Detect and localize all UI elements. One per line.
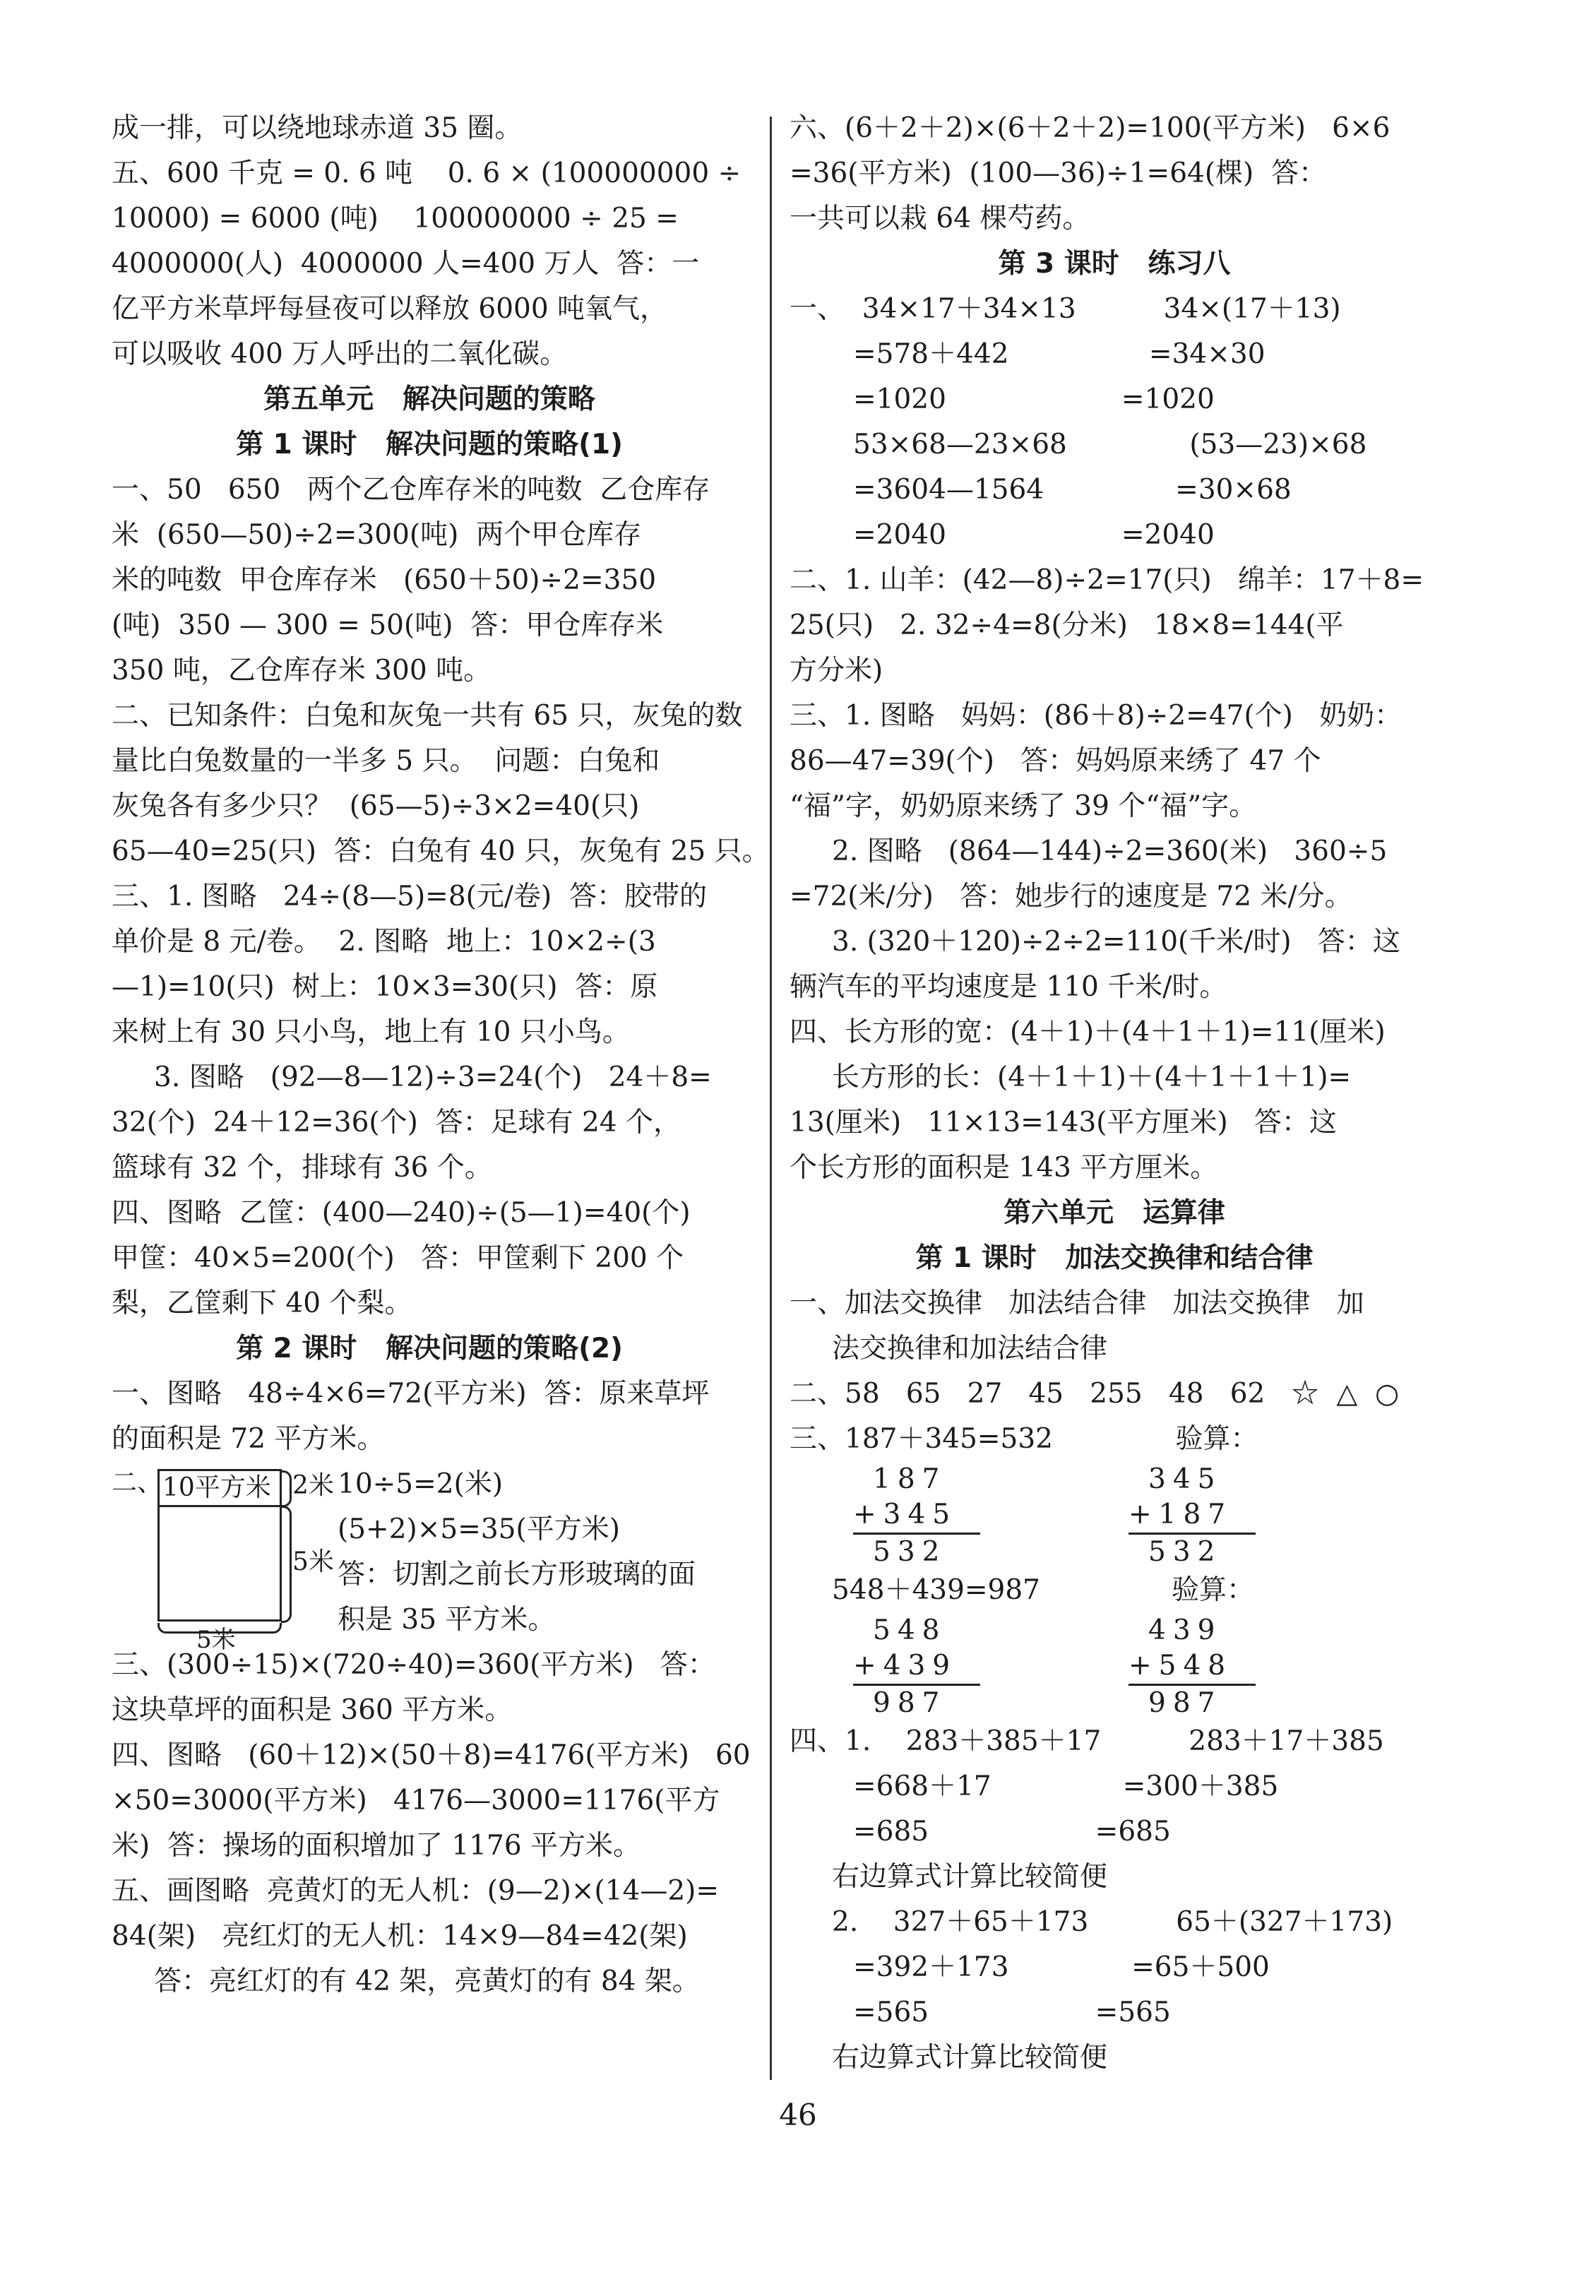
text-line: 一共可以栽 64 棵芍药。 bbox=[790, 203, 1090, 234]
lesson-heading: 第 2 课时 解决问题的策略(2) bbox=[236, 1333, 623, 1364]
text-line: 三、187＋345=532 验算： bbox=[790, 1423, 1258, 1455]
text-line: 二、58 65 27 45 255 48 62 ☆ △ ○ bbox=[790, 1378, 1400, 1410]
text-line: 亿平方米草坪每昼夜可以释放 6000 吨氧气， bbox=[112, 293, 668, 325]
text-line: 350 吨，乙仓库存米 300 吨。 bbox=[112, 655, 492, 686]
text-line: 一、图略 48÷4×6=72(平方米) 答：原来草坪 bbox=[112, 1378, 710, 1410]
text-line: 五、600 千克 = 0. 6 吨 0. 6 × (100000000 ÷ bbox=[112, 157, 742, 189]
addend: 439 bbox=[1148, 1614, 1222, 1646]
vertical-addition-row bbox=[790, 1462, 1439, 1568]
right-column bbox=[790, 106, 1439, 2081]
text-line: “福”字，奶奶原来绣了 39 个“福”字。 bbox=[790, 790, 1257, 822]
text-line: 3. 图略 (92—8—12)÷3=24(个) 24＋8= bbox=[154, 1061, 712, 1093]
text-line: 10000) = 6000 (吨) 100000000 ÷ 25 = bbox=[112, 203, 679, 234]
text-line: 一、 34×17＋34×13 34×(17＋13) bbox=[790, 293, 1341, 325]
addend: 187 bbox=[873, 1463, 947, 1495]
text-line: 量比白兔数量的一半多 5 只。 问题：白兔和 bbox=[112, 745, 660, 777]
text-line: =2040 =2040 bbox=[853, 519, 1215, 551]
glass-diagram bbox=[112, 1462, 747, 1654]
text-line: 五、画图略 亮黄灯的无人机：(9—2)×(14—2)= bbox=[112, 1875, 720, 1907]
text-line: 辆汽车的平均速度是 110 千米/时。 bbox=[790, 971, 1227, 1003]
text-line: —1)=10(只) 树上：10×3=30(只) 答：原 bbox=[112, 971, 658, 1003]
column-divider bbox=[770, 117, 772, 2080]
text-line: 答：亮红灯的有 42 架，亮黄灯的有 84 架。 bbox=[154, 1965, 700, 1997]
text-line: 二、已知条件：白兔和灰兔一共有 65 只，灰兔的数 bbox=[112, 700, 743, 732]
text-line: 六、(6＋2＋2)×(6＋2＋2)=100(平方米) 6×6 bbox=[790, 112, 1390, 144]
sum: 987 bbox=[853, 1684, 980, 1721]
text-line: 二、1. 山羊：(42—8)÷2=17(只) 绵羊：17＋8= bbox=[790, 564, 1424, 596]
vertical-addition-row bbox=[790, 1613, 1439, 1719]
text-line: 三、1. 图略 妈妈：(86＋8)÷2=47(个) 奶奶： bbox=[790, 700, 1403, 732]
text-line: 65—40=25(只) 答：白兔有 40 只，灰兔有 25 只。 bbox=[112, 835, 770, 867]
text-line: 一、50 650 两个乙仓库存米的吨数 乙仓库存 bbox=[112, 474, 710, 506]
verification-addition bbox=[1128, 1613, 1256, 1721]
text-line: 25(只) 2. 32÷4=8(分米) 18×8=144(平 bbox=[790, 609, 1344, 641]
text-line: (5+2)×5=35(平方米) bbox=[338, 1513, 620, 1545]
text-line: 四、图略 (60＋12)×(50＋8)=4176(平方米) 60 bbox=[112, 1739, 751, 1771]
lesson-heading: 第 3 课时 练习八 bbox=[998, 248, 1231, 280]
text-line: 84(架) 亮红灯的无人机：14×9—84=42(架) bbox=[112, 1920, 688, 1952]
text-line: =3604—1564 =30×68 bbox=[853, 474, 1292, 506]
text-line: 梨，乙筐剩下 40 个梨。 bbox=[112, 1287, 412, 1319]
text-line: 一、加法交换律 加法结合律 加法交换律 加 bbox=[790, 1287, 1364, 1319]
sum: 987 bbox=[1128, 1684, 1256, 1721]
text-line: 积是 35 平方米。 bbox=[338, 1604, 556, 1636]
addend: 345 bbox=[1148, 1463, 1222, 1495]
text-line: 篮球有 32 个，排球有 36 个。 bbox=[112, 1152, 492, 1184]
unit-heading: 第五单元 解决问题的策略 bbox=[263, 383, 595, 415]
text-line: 法交换律和加法结合律 bbox=[832, 1333, 1108, 1364]
text-line: 53×68—23×68 (53—23)×68 bbox=[853, 429, 1367, 460]
text-line: 4000000(人) 4000000 人=400 万人 答：一 bbox=[112, 248, 700, 280]
brace-2m bbox=[281, 1470, 292, 1507]
text-line: 四、图略 乙筐：(400—240)÷(5—1)=40(个) bbox=[112, 1197, 691, 1229]
brace-5m-side bbox=[281, 1506, 292, 1623]
text-line: 四、1. 283＋385＋17 283＋17＋385 bbox=[790, 1725, 1384, 1757]
text-line: 13(厘米) 11×13=143(平方厘米) 答：这 bbox=[790, 1107, 1337, 1138]
label-2m: 2米 bbox=[292, 1471, 334, 1500]
text-line: 可以吸收 400 万人呼出的二氧化碳。 bbox=[112, 338, 568, 370]
text-line: 10÷5=2(米) bbox=[338, 1468, 504, 1500]
text-line: ×50=3000(平方米) 4176—3000=1176(平方 bbox=[112, 1785, 720, 1816]
lesson-heading: 第 1 课时 加法交换律和结合律 bbox=[915, 1242, 1314, 1274]
text-line: =1020 =1020 bbox=[853, 383, 1215, 415]
text-line: 右边算式计算比较简便 bbox=[832, 1861, 1108, 1893]
left-column bbox=[112, 106, 770, 2004]
sum: 532 bbox=[1128, 1533, 1256, 1570]
text-line: 四、长方形的宽：(4＋1)＋(4＋1＋1)=11(厘米) bbox=[790, 1016, 1386, 1048]
vertical-addition bbox=[853, 1613, 980, 1721]
text-line: 2. 327＋65＋173 65＋(327＋173) bbox=[832, 1906, 1393, 1938]
page-number: 46 bbox=[779, 2098, 817, 2132]
text-line: 答：切割之前长方形玻璃的面 bbox=[338, 1559, 696, 1590]
text-line: 甲筐：40×5=200(个) 答：甲筐剩下 200 个 bbox=[112, 1242, 684, 1274]
unit-heading: 第六单元 运算律 bbox=[1004, 1197, 1225, 1229]
text-line: =578＋442 =34×30 bbox=[853, 338, 1266, 370]
text-line: 2. 图略 (864—144)÷2=360(米) 360÷5 bbox=[832, 835, 1388, 867]
text-line: 来树上有 30 只小鸟，地上有 10 只小鸟。 bbox=[112, 1016, 630, 1048]
text-line: 米) 答：操场的面积增加了 1176 平方米。 bbox=[112, 1830, 641, 1862]
text-line: 548＋439=987 验算： bbox=[832, 1574, 1254, 1606]
cut-strip bbox=[160, 1471, 280, 1507]
lesson-heading: 第 1 课时 解决问题的策略(1) bbox=[236, 429, 623, 460]
item-prefix: 二、 bbox=[112, 1468, 163, 1497]
text-line: 32(个) 24＋12=36(个) 答：足球有 24 个， bbox=[112, 1107, 681, 1138]
addend: 548 bbox=[873, 1614, 947, 1646]
text-line: =392＋173 =65＋500 bbox=[853, 1951, 1270, 1983]
text-line: (吨) 350 — 300 = 50(吨) 答：甲仓库存米 bbox=[112, 609, 664, 641]
strip-area-label: 10平方米 bbox=[162, 1473, 271, 1502]
text-line: 灰兔各有多少只？ (65—5)÷3×2=40(只) bbox=[112, 790, 640, 822]
text-line: =72(米/分) 答：她步行的速度是 72 米/分。 bbox=[790, 881, 1352, 912]
sum: 532 bbox=[853, 1533, 980, 1570]
addend: +439 bbox=[853, 1650, 958, 1682]
text-line: =36(平方米) (100—36)÷1=64(棵) 答： bbox=[790, 157, 1327, 189]
text-line: 三、(300÷15)×(720÷40)=360(平方米) 答： bbox=[112, 1649, 715, 1681]
text-line: 三、1. 图略 24÷(8—5)=8(元/卷) 答：胶带的 bbox=[112, 881, 708, 912]
text-line: 的面积是 72 平方米。 bbox=[112, 1423, 385, 1455]
text-line: 米的吨数 甲仓库存米 (650＋50)÷2=350 bbox=[112, 564, 657, 596]
text-line: 右边算式计算比较简便 bbox=[832, 2042, 1108, 2074]
text-line: 3. (320＋120)÷2÷2=110(千米/时) 答：这 bbox=[832, 926, 1400, 958]
text-line: 成一排，可以绕地球赤道 35 圈。 bbox=[112, 112, 523, 144]
text-line: =565 =565 bbox=[853, 1997, 1171, 2028]
text-line: 个长方形的面积是 143 平方厘米。 bbox=[790, 1152, 1218, 1184]
addend: +345 bbox=[853, 1499, 958, 1530]
text-line: 米 (650—50)÷2=300(吨) 两个甲仓库存 bbox=[112, 519, 642, 551]
addend: +187 bbox=[1128, 1499, 1233, 1530]
label-5m-bottom: 5米 bbox=[196, 1626, 236, 1654]
glass-rectangle bbox=[157, 1469, 282, 1622]
vertical-addition bbox=[853, 1462, 980, 1570]
text-line: 长方形的长：(4＋1＋1)＋(4＋1＋1＋1)= bbox=[832, 1061, 1352, 1093]
text-line: 方分米) bbox=[790, 655, 883, 686]
text-line: 单价是 8 元/卷。 2. 图略 地上：10×2÷(3 bbox=[112, 926, 656, 958]
addend: +548 bbox=[1128, 1650, 1233, 1682]
verification-addition bbox=[1128, 1462, 1256, 1570]
text-line: 86—47=39(个) 答：妈妈原来绣了 47 个 bbox=[790, 745, 1321, 777]
text-line: =685 =685 bbox=[853, 1816, 1171, 1848]
text-line: =668＋17 =300＋385 bbox=[853, 1771, 1279, 1802]
text-line: 这块草坪的面积是 360 平方米。 bbox=[112, 1694, 513, 1726]
label-5m-side: 5米 bbox=[292, 1547, 334, 1576]
